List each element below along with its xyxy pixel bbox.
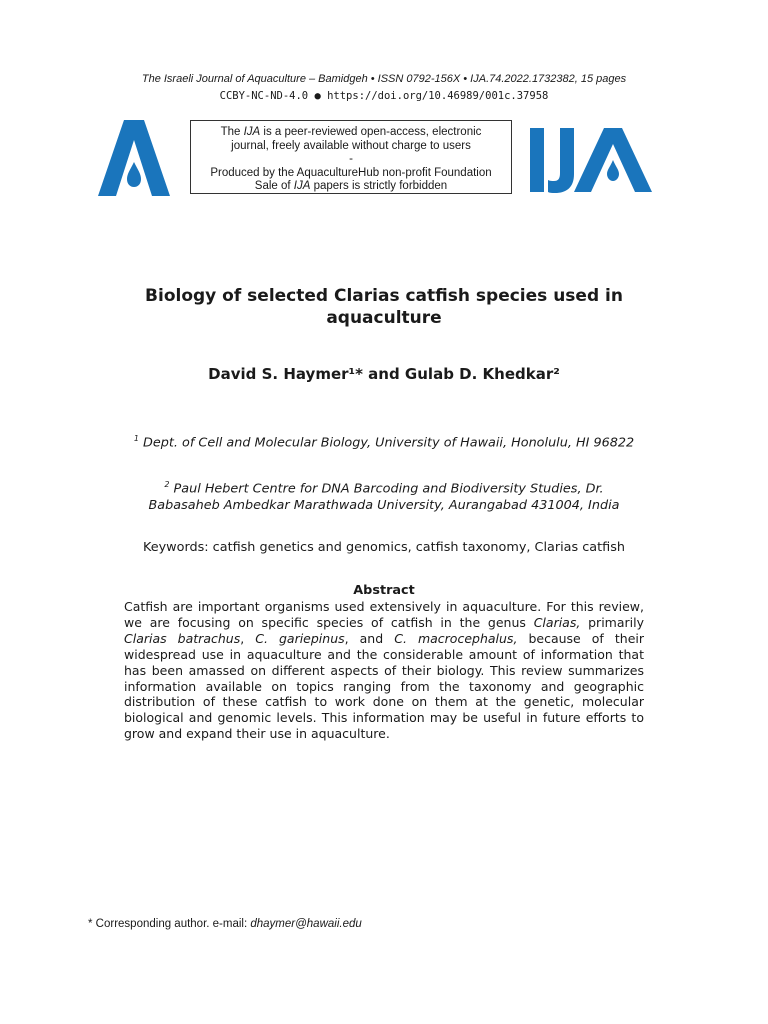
affiliation-2: $^2$ Paul Hebert Centre for DNA Barcoding and Biodiversity Studies, Dr. Babasaheb Ambedkar Marathwada University, Aurangabad 431004, India: [148, 480, 620, 514]
corresponding-author-note: * Corresponding author. e-mail: dhaymer@hawaii.edu: [88, 918, 362, 930]
notice-line-3: -: [349, 153, 353, 165]
abstract-heading: Abstract: [353, 583, 415, 598]
paper-title: Biology of selected Clarias catfish species used in aquaculture: [145, 286, 623, 328]
affiliation-1: $^1$ Dept. of Cell and Molecular Biology, University of Hawaii, Honolulu, HI 96822: [133, 434, 635, 451]
open-access-notice-box: [190, 120, 512, 194]
paper-authors: David S. Haymer¹* and Gulab D. Khedkar²: [208, 365, 560, 383]
keywords-line: Keywords: catfish genetics and genomics, catfish taxonomy, Clarias catfish: [142, 540, 625, 555]
notice-line-4: Produced by the AquacultureHub non-profit Foundation: [210, 166, 492, 179]
license-doi-line: CCBY-NC-ND-4.0 ● https://doi.org/10.46989/001c.37958: [219, 90, 549, 102]
notice-line-1: The IJA is a peer-reviewed open-access, electronic: [220, 126, 482, 138]
notice-line-5: Sale of IJA papers is strictly forbidden: [254, 180, 448, 192]
notice-line-2: journal, freely available without charge to users: [231, 139, 471, 152]
journal-citation-line: The Israeli Journal of Aquaculture – Bamidgeh • ISSN 0792-156X • IJA.74.2022.1732382, 15 pages: [141, 73, 627, 85]
author-email-link[interactable]: dhaymer@hawaii.edu: [250, 918, 362, 930]
ija-a-logo-left: [96, 118, 172, 198]
abstract-text: Catfish are important organisms used extensively in aquaculture. For this review, we are focusing on specific species of catfish in the genus Clarias, primarily Clarias batrachus, C. gariepinus, and C. macrocephalus, because of their widespread use in aquaculture and the considerable amount of information that has been amassed on different aspects of their biology. This review summarizes information available on topics ranging from the taxonomy and geographic distribution of these catfish to work done on them at the genetic, molecular biological and genomic levels. This information may be useful in future efforts to grow and expand their use in aquaculture.: [124, 599, 644, 742]
ija-wordmark-logo: [528, 126, 656, 194]
